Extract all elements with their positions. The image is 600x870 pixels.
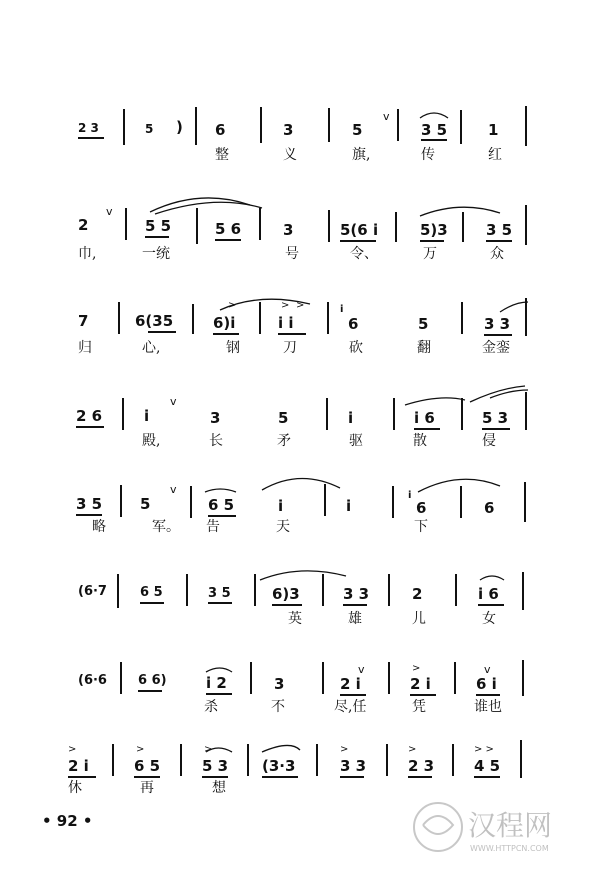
note: (3·3: [262, 757, 296, 775]
note: 5 5: [145, 217, 172, 235]
note: 5: [418, 315, 429, 333]
lyric: 号: [285, 246, 299, 262]
watermark-url: WWW.HTTPCN.COM: [470, 844, 549, 853]
note: 5: [352, 121, 363, 139]
slur: [490, 390, 528, 398]
lyric: 不: [271, 699, 285, 715]
note: 2 3: [78, 121, 99, 135]
note: 6 5: [208, 496, 235, 514]
note: 6 5: [140, 585, 163, 600]
note: i 6: [414, 409, 435, 427]
slur: [480, 576, 504, 580]
watermark-name: 汉程网: [468, 809, 553, 842]
lyric: 告: [206, 519, 220, 535]
lyric: 散: [413, 433, 427, 449]
note: i: [348, 409, 354, 427]
lyric: 万: [423, 246, 437, 262]
lyric: 一统: [142, 246, 170, 262]
note: 6 6): [138, 673, 167, 688]
note: 6)i: [213, 314, 236, 332]
note: i i: [278, 314, 294, 332]
note: 1: [488, 121, 499, 139]
note: 6)3: [272, 585, 300, 603]
note: 3: [283, 121, 294, 139]
note: 3: [274, 675, 285, 693]
lyric: 休: [68, 780, 82, 796]
note: 5)3: [420, 221, 448, 239]
lyric: 天: [276, 519, 290, 535]
note: 3 5: [208, 586, 231, 601]
note: 3: [210, 409, 221, 427]
lyric: 尽,任: [334, 699, 367, 715]
note: 3 3: [484, 315, 511, 333]
note: i: [346, 497, 352, 515]
note: ): [176, 118, 183, 136]
lyric: 旗,: [352, 147, 371, 163]
note: 4 5: [474, 757, 501, 775]
note: 2: [78, 216, 89, 234]
lyric: 翻: [417, 340, 431, 356]
note: 6: [348, 315, 359, 333]
lyric: 金銮: [482, 340, 510, 356]
note: 2 3: [408, 757, 435, 775]
lyric: 众: [490, 246, 504, 262]
lyric: 刀: [283, 340, 297, 356]
lyric: 传: [421, 147, 435, 163]
note: 3: [283, 221, 294, 239]
note: 5: [140, 495, 151, 513]
lyric: 下: [414, 519, 428, 535]
slur: [420, 113, 448, 118]
slur: [155, 202, 262, 214]
lyric: 长: [209, 433, 223, 449]
note: 3 5: [76, 495, 103, 513]
slur: [206, 668, 232, 672]
lyric: 令、: [350, 246, 378, 262]
lyric: 殿,: [142, 433, 161, 449]
lyric: 巾,: [78, 246, 97, 262]
note: 3 3: [340, 757, 367, 775]
lyric: 儿: [412, 611, 426, 627]
slur: [500, 302, 528, 312]
note: 6 i: [476, 675, 497, 693]
lyric: 归: [78, 340, 92, 356]
watermark: [408, 795, 593, 860]
lyric: 再: [140, 780, 154, 796]
note: 7: [78, 312, 89, 330]
note: 5 3: [482, 409, 509, 427]
note: (6·7: [78, 584, 107, 599]
note: i: [278, 497, 284, 515]
slur: [262, 478, 340, 490]
note: i 6: [478, 585, 499, 603]
lyric: 想: [212, 780, 226, 796]
slur: [420, 207, 500, 216]
note: 6 5: [134, 757, 161, 775]
lyric: 红: [488, 147, 502, 163]
note: 5: [145, 122, 154, 136]
page-number: • 92 •: [42, 812, 93, 830]
lyric: 砍: [349, 340, 363, 356]
lyric: 侵: [482, 433, 496, 449]
note: 3 5: [486, 221, 513, 239]
lyric: 略: [92, 519, 106, 535]
note: 6: [215, 121, 226, 139]
note: 5 3: [202, 757, 229, 775]
slur: [150, 198, 250, 212]
lyric: 谁也: [474, 699, 502, 715]
lyric: 矛: [277, 433, 291, 449]
slur: [262, 745, 300, 752]
lyric: 凭: [412, 699, 426, 715]
note: 5(6 i: [340, 221, 379, 239]
lyric: 整: [215, 147, 229, 163]
lyric: 军。: [152, 519, 180, 535]
lyric: 女: [482, 611, 496, 627]
note: 6: [484, 499, 495, 517]
slur: [470, 386, 525, 402]
lyric: 雄: [348, 611, 362, 627]
slur: [260, 571, 346, 580]
note: (6·6: [78, 673, 107, 688]
lyric: 杀: [204, 699, 218, 715]
note: 6(35: [135, 312, 174, 330]
note: i: [144, 407, 150, 425]
lyric: 英: [288, 611, 302, 627]
slur: [405, 398, 465, 405]
note: 3 5: [421, 121, 448, 139]
lyric: 义: [283, 147, 297, 163]
note: 2 i: [68, 757, 89, 775]
note: 2 i: [410, 675, 431, 693]
lyric: 钢: [226, 340, 240, 356]
note: 5: [278, 409, 289, 427]
lyric: 心,: [142, 340, 161, 356]
note: 2 6: [76, 407, 103, 425]
slur: [418, 479, 500, 492]
slur: [205, 489, 236, 492]
note: 5 6: [215, 220, 242, 238]
note: 6: [416, 499, 427, 517]
lyric: 驱: [349, 433, 363, 449]
note: 2 i: [340, 675, 361, 693]
note: i 2: [206, 674, 227, 692]
note: 2: [412, 585, 423, 603]
note: 3 3: [343, 585, 370, 603]
